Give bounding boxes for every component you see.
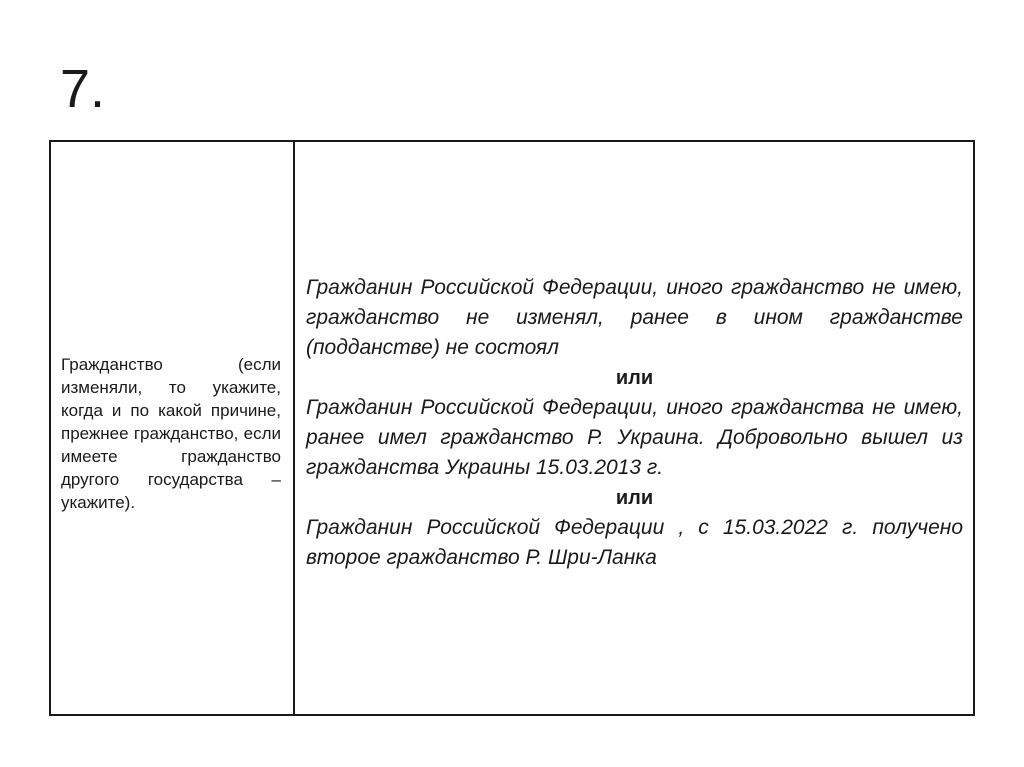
or-separator-2: или [615, 487, 654, 509]
question-cell [51, 142, 295, 714]
answer-option-1: Гражданин Российской Федерации, иного гражданство не имею, гражданство не изменял, ранее в ином гражданстве (подданстве) не состоял [306, 276, 963, 359]
answer-cell [295, 142, 973, 714]
answer-option-3: Гражданин Российской Федерации , с 15.03.2022 г. получено второе гражданство Р. Шри-Ланка [306, 516, 963, 569]
citizenship-table [49, 140, 975, 716]
answer-option-2: Гражданин Российской Федерации, иного гражданства не имею, ранее имел гражданство Р. Украина. Добровольно вышел из гражданства Украины 15.03.2013 г. [306, 396, 963, 479]
slide-number: 7. [60, 59, 106, 119]
question-text: Гражданство (если изменяли, то укажите, когда и по какой причине, прежнее гражданство, если имеете гражданство другого государства – укажите). [61, 354, 281, 512]
or-separator-1: или [615, 367, 654, 389]
answer-options [306, 273, 963, 573]
